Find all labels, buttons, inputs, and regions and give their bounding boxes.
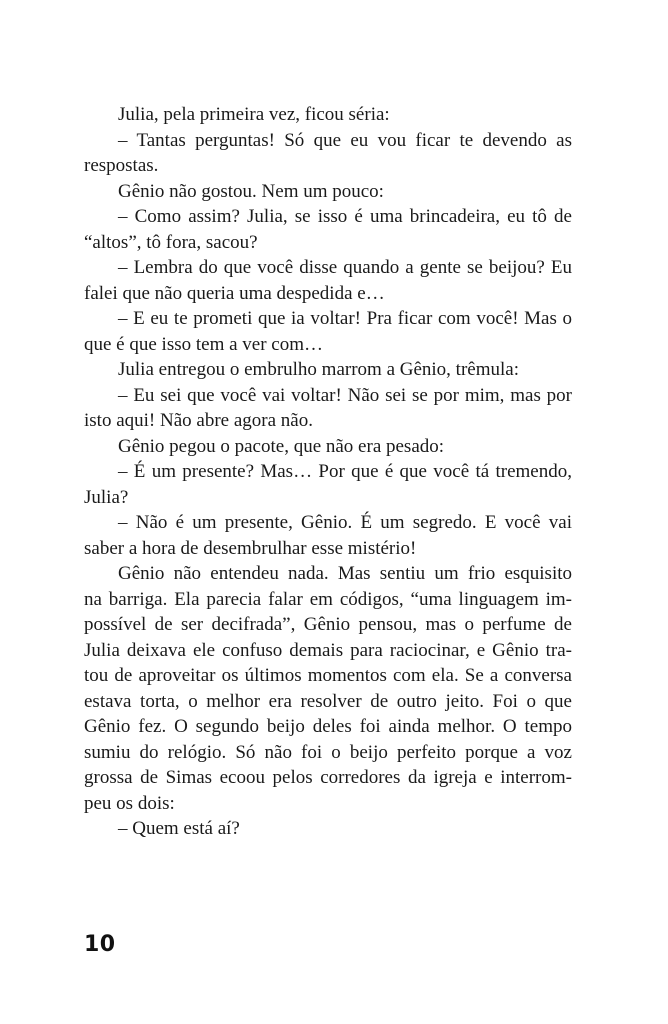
text-line: – Lembra do que você disse quando a gente se beijou? Eu [118,257,572,278]
text-line: falei que não queria uma despedida e… [84,282,385,304]
page-number: 10 [84,932,116,957]
text-line: Julia entregou o embrulho marrom a Gênio, trêmula: [118,359,519,380]
text-line: – Tantas perguntas! Só que eu vou ficar te devendo as [118,129,572,151]
text-line: Gênio não gostou. Nem um pouco: [118,180,384,202]
text-line: – Quem está aí? [118,818,240,839]
text-line: – Não é um presente, Gênio. É um segredo. E você vai [118,512,572,533]
text-line: isto aqui! Não abre agora não. [84,410,313,431]
text-line: Julia? [84,486,129,508]
body-text [84,102,572,842]
text-line: – Eu sei que você vai voltar! Não sei se por mim, mas por [118,384,572,406]
text-line: Gênio fez. O segundo beijo deles foi ainda melhor. O tempo [84,716,572,737]
text-line: – É um presente? Mas… Por que é que você tá tremendo, [118,461,572,482]
text-line: estava torta, o melhor era resolver de outro jeito. Foi o que [84,690,572,712]
text-line: – E eu te prometi que ia voltar! Pra ficar com você! Mas o [118,308,572,329]
text-line: respostas. [84,155,159,176]
text-line: “altos”, tô fora, sacou? [84,231,258,253]
text-line: grossa de Simas ecoou pelos corredores da igreja e interrom- [84,767,572,788]
text-line: Julia deixava ele confuso demais para raciocinar, e Gênio tra- [84,639,572,661]
text-line: sumiu do relógio. Só não foi o beijo perfeito porque a voz [84,741,572,763]
text-line: – Como assim? Julia, se isso é uma brincadeira, eu tô de [118,206,572,227]
text-line: peu os dois: [84,792,175,814]
text-line: Gênio não entendeu nada. Mas sentiu um frio esquisito [118,563,572,584]
text-line: Julia, pela primeira vez, ficou séria: [118,104,390,125]
text-line: que é que isso tem a ver com… [84,333,324,355]
text-line: possível de ser decifrada”, Gênio pensou, mas o perfume de [84,614,572,635]
text-line: tou de aproveitar os últimos momentos com ela. Se a conversa [84,665,572,686]
text-line: Gênio pegou o pacote, que não era pesado: [118,435,445,457]
text-line: saber a hora de desembrulhar esse mistério! [84,537,417,559]
text-line: na barriga. Ela parecia falar em códigos, “uma linguagem im- [84,588,572,610]
